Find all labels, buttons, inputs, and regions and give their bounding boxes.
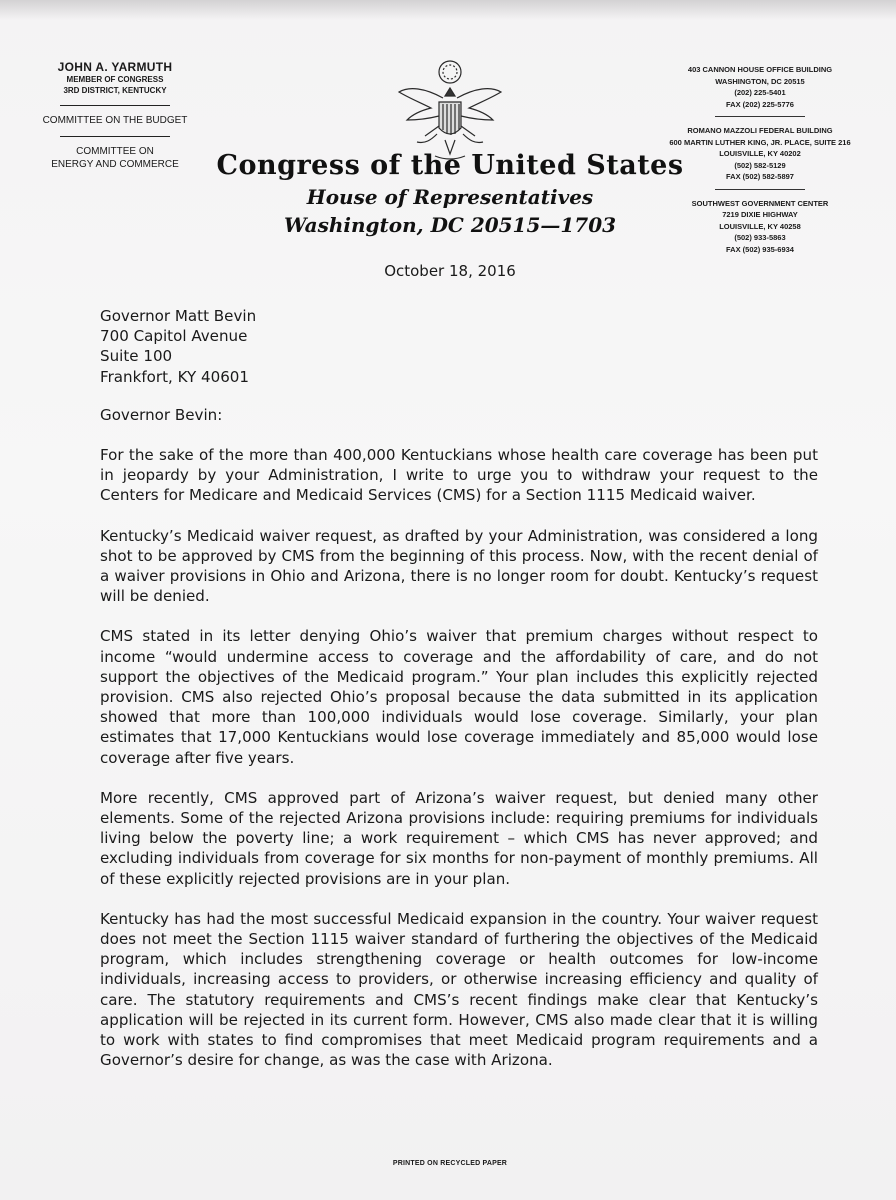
letter-body <box>100 306 818 1071</box>
office-line: (502) 933-5863 <box>734 233 786 242</box>
letterhead-congress: Congress of the United States <box>216 150 684 181</box>
office-line: FAX (502) 935-6934 <box>726 244 794 254</box>
office-line: ROMANO MAZZOLI FEDERAL BUILDING <box>687 126 833 135</box>
office-line: LOUISVILLE, KY 40258 <box>719 221 801 231</box>
paper-edge-shadow <box>0 0 896 20</box>
recipient-line: Frankfort, KY 40601 <box>100 367 250 386</box>
office-line: (502) 582-5129 <box>734 160 786 170</box>
office-line: 403 CANNON HOUSE OFFICE BUILDING <box>687 65 833 74</box>
member-info <box>30 60 200 171</box>
paragraph: CMS stated in its letter denying Ohio’s waiver that premium charges without respect to income “would undermine access to coverage and the affordability of care, and do not support the objectives of the Medicaid program.” Your plan includes this explicitly rejected provision. CMS also rejected Ohio’s proposal because the data submitted in its application showed that more than 100,000 individuals would lose coverage. Similarly, your plan estimates that 17,000 Kentuckians would lose coverage immediately and 85,000 would lose coverage after five years. <box>100 627 818 767</box>
office-line: FAX (202) 225-5776 <box>726 99 794 109</box>
divider <box>60 136 170 137</box>
recipient-line: Governor Matt Bevin <box>100 307 257 325</box>
office-line: (202) 225-5401 <box>734 88 786 97</box>
paragraph: For the sake of the more than 400,000 Kentuckians whose health care coverage has been put in jeopardy by your Administration, I write to urge you to withdraw your request to the Centers for Medicare and Medicaid Services (CMS) for a Section 1115 Medicaid waiver. <box>100 446 818 505</box>
member-name: JOHN A. YARMUTH <box>57 60 173 74</box>
recipient-line: 700 Capitol Avenue <box>100 327 248 346</box>
office-line: FAX (502) 582-5897 <box>726 172 794 181</box>
office-line: SOUTHWEST GOVERNMENT CENTER <box>691 198 829 208</box>
paragraph: More recently, CMS approved part of Arizona’s waiver request, but denied many other elements. Some of the rejected Arizona provisions include: requiring premiums for individuals living below the poverty line; a work requirement – which CMS has never approved; and excluding individuals from coverage for six months for non-payment of monthly premiums. All of these explicitly rejected provisions are in your plan. <box>100 788 818 888</box>
office-washington <box>660 64 860 110</box>
letterhead-house: House of Representatives <box>306 185 594 209</box>
paragraph: Kentucky’s Medicaid waiver request, as drafted by your Administration, was considered a long shot to be approved by CMS from the beginning of this process. Now, with the recent denial of a waiver provisions in Ohio and Arizona, there is no longer room for doubt. Kentucky’s request will be denied. <box>100 526 818 606</box>
committee-budget: COMMITTEE ON THE BUDGET <box>42 115 188 126</box>
recipient-address <box>100 306 818 387</box>
member-district: 3RD DISTRICT, KENTUCKY <box>63 86 167 95</box>
letterhead <box>200 150 700 237</box>
divider <box>60 105 170 106</box>
recipient-line: Suite 100 <box>100 347 173 366</box>
office-line: LOUISVILLE, KY 40202 <box>719 149 801 158</box>
salutation: Governor Bevin: <box>100 405 223 424</box>
office-line: 600 MARTIN LUTHER KING, JR. PLACE, SUITE 216 <box>669 137 851 147</box>
letterhead-address: Washington, DC 20515—1703 <box>283 213 617 237</box>
member-title: MEMBER OF CONGRESS <box>66 75 164 84</box>
office-line: WASHINGTON, DC 20515 <box>715 76 805 86</box>
committee-energy: COMMITTEE ON ENERGY AND COMMERCE <box>51 146 179 170</box>
divider <box>715 189 805 190</box>
office-line: 7219 DIXIE HIGHWAY <box>722 210 798 219</box>
letter-date: October 18, 2016 <box>384 262 516 280</box>
paragraph: Kentucky has had the most successful Medicaid expansion in the country. Your waiver request does not meet the Section 1115 waiver standard of furthering the objectives of the Medicaid program, which includes strengthening coverage or health outcomes for low-income individuals, increasing access to providers, or otherwise increasing efficiency and quality of care. The statutory requirements and CMS’s recent findings make clear that Kentucky’s application will be rejected in its current form. However, CMS also made clear that it is willing to work with states to find compromises that meet Medicaid program requirements and a Governor’s desire for change, as was the case with Arizona. <box>100 909 818 1070</box>
divider <box>715 116 805 117</box>
recycled-paper-note: PRINTED ON RECYCLED PAPER <box>392 1160 508 1167</box>
